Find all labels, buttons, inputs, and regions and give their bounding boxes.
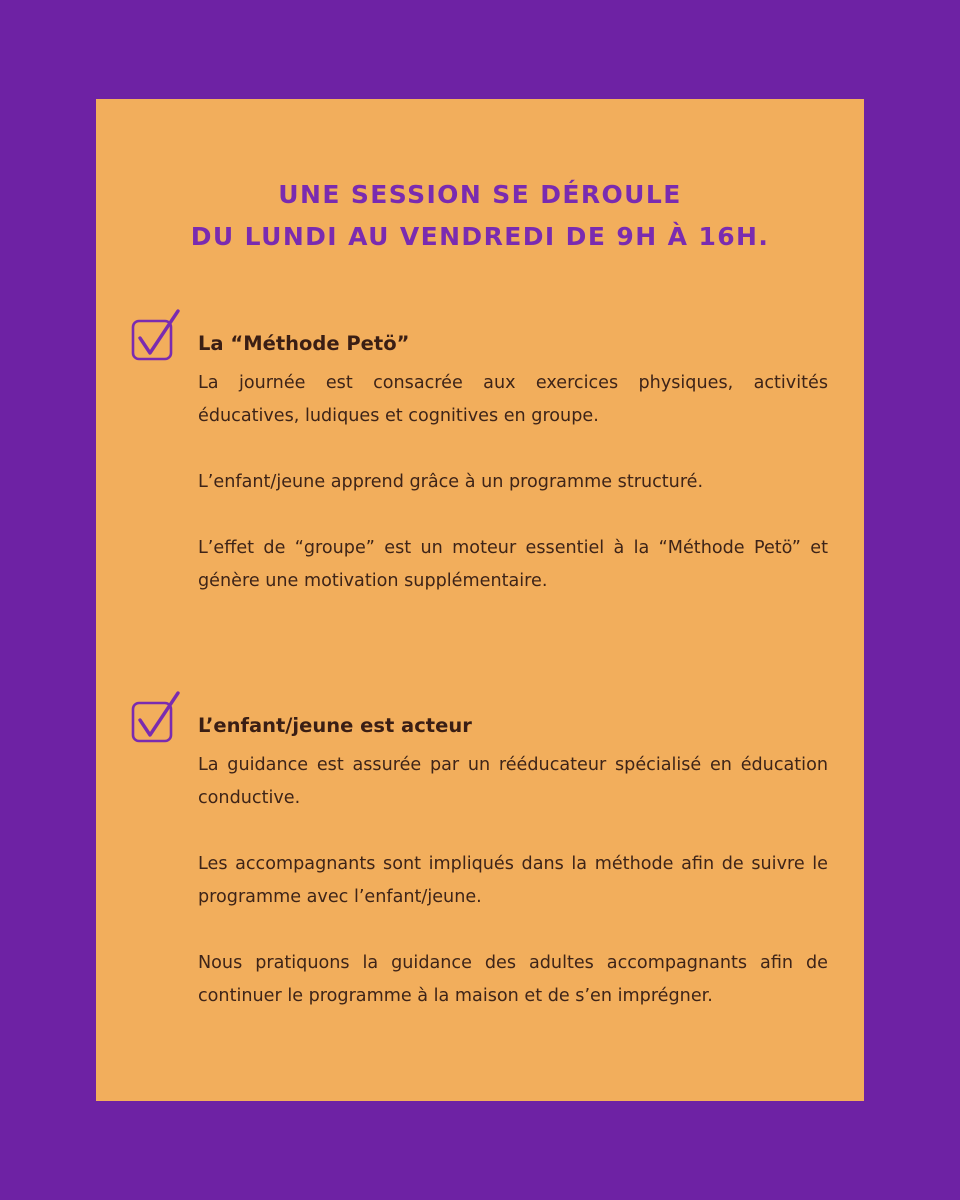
paragraph: L’effet de “groupe” est un moteur essentiel à la “Méthode Petö” et génère une motivation supplémentaire. (198, 538, 828, 591)
checkbox-checked-icon (130, 308, 182, 364)
paragraph: La journée est consacrée aux exercices physiques, activités éducatives, ludiques et cognitives en groupe. (198, 373, 828, 426)
paragraph: L’enfant/jeune apprend grâce à un programme structuré. (198, 472, 704, 492)
section-heading: La “Méthode Petö” (198, 332, 410, 355)
paragraph: La guidance est assurée par un rééducateur spécialisé en éducation conductive. (198, 755, 828, 808)
title-line-2: DU LUNDI AU VENDREDI DE 9H À 16H. (190, 222, 770, 251)
paragraph: Nous pratiquons la guidance des adultes accompagnants afin de continuer le programme à la maison et de s’en imprégner. (198, 953, 828, 1006)
checkbox-checked-icon (130, 690, 182, 746)
title-line-1: UNE SESSION SE DÉROULE (278, 180, 682, 209)
section-heading: L’enfant/jeune est acteur (198, 714, 472, 737)
page-title (0, 174, 960, 258)
paragraph: Les accompagnants sont impliqués dans la méthode afin de suivre le programme avec l’enfant/jeune. (198, 854, 828, 907)
section-body (198, 367, 828, 598)
section-body (198, 749, 828, 1013)
